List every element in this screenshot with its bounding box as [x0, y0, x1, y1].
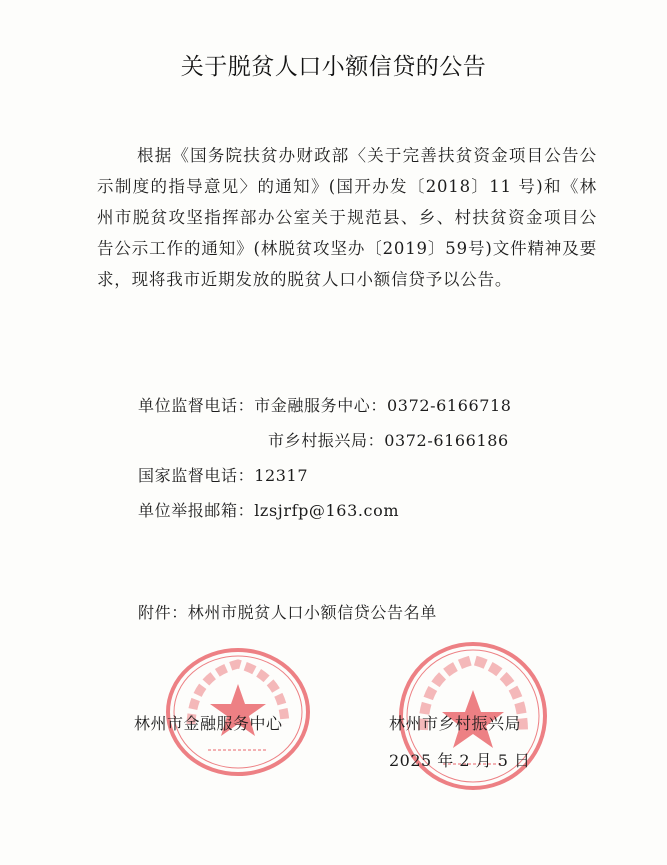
announcement-date: 2025 年 2 月 5 日 [389, 751, 531, 770]
signature-finance-center: 林州市金融服务中心 [134, 714, 283, 733]
national-supervision-row [138, 458, 598, 493]
unit-supervision-row [138, 388, 598, 423]
page-title: 关于脱贫人口小额信贷的公告 [180, 54, 487, 80]
rural-revitalization-row [138, 423, 598, 458]
contact-list [138, 388, 598, 528]
finance-center-phone: 市金融服务中心：0372-6166718 [254, 396, 512, 415]
attachment-note: 附件：林州市脱贫人口小额信贷公告名单 [138, 603, 437, 622]
rural-revitalization-phone: 市乡村振兴局：0372-6166186 [268, 431, 509, 450]
announcement-body: 根据《国务院扶贫办财政部〈关于完善扶贫资金项目公告公示制度的指导意见〉的通知》(国开办发〔2018〕11 号)和《林州市脱贫攻坚指挥部办公室关于规范县、乡、村扶贫资金项目公告公示工作的通知》(林脱贫攻坚办〔2019〕59号)文件精神及要求，现将我市近期发放的脱贫人口小额信贷予以公告。 [97, 146, 597, 289]
unit-supervision-label: 单位监督电话： [138, 396, 255, 415]
signature-rural-revitalization: 林州市乡村振兴局 [389, 714, 522, 733]
report-email: 单位举报邮箱：lzsjrfp@163.com [138, 501, 400, 520]
national-supervision-phone: 国家监督电话：12317 [138, 466, 309, 485]
report-email-row [138, 493, 598, 528]
